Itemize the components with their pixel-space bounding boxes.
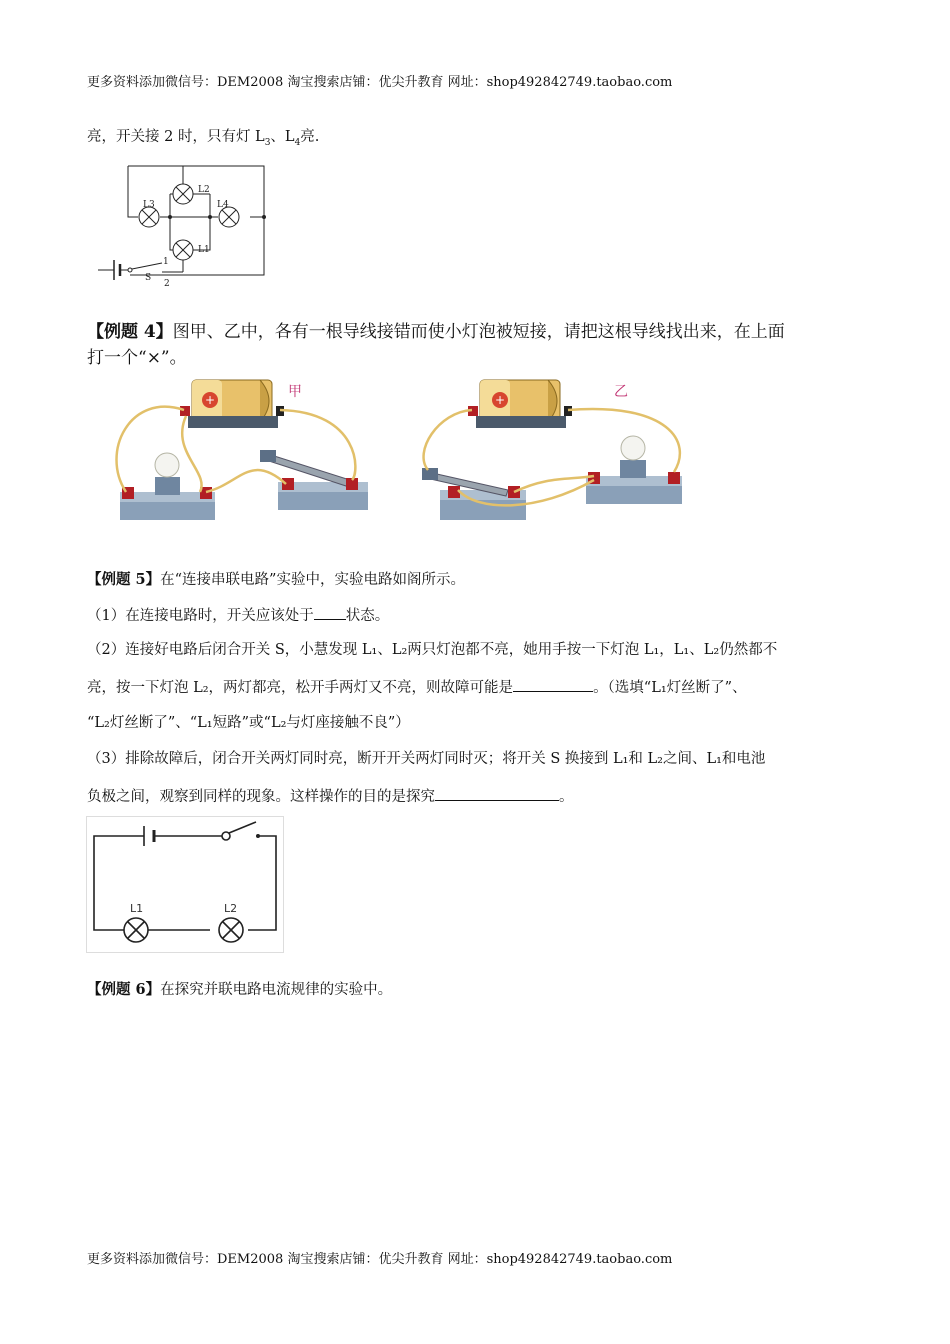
intro-line [87,127,319,153]
q2-answer-blank[interactable] [513,677,593,692]
q2-text-b: 。（选填“L₁灯丝断了”、 [593,680,747,696]
series-label-l1: L1 [130,902,144,915]
example-4-line-1 [87,320,785,344]
example-5-q1 [87,605,389,626]
svg-text:+: + [205,393,216,407]
circuit-figure-1 [90,160,275,290]
intro-sub-4: 4 [294,137,301,148]
q1-text-b: 状态。 [345,608,390,624]
fig1-label-l1: L1 [198,245,210,255]
example-5-intro [87,570,465,590]
fig1-label-l4: L4 [217,200,229,210]
q2-text-a: 亮，按一下灯泡 L₂，两灯都亮，松开手两灯又不亮，则故障可能是 [87,680,514,696]
example-4-line-2: 打一个“×”。 [87,348,187,368]
example-5-q2-line-1: （2）连接好电路后闭合开关 S，小慧发现 L₁、L₂两只灯泡都不亮，她用手按一下灯泡 L₁，L₁、L₂仍然都不 [87,642,778,658]
series-label-l2: L2 [224,902,238,915]
page-header: 更多资料添加微信号：DEM2008 淘宝搜索店铺：优尖升教育 网址：shop492842749.taobao.com [87,75,673,90]
circuit-figure-yi [418,372,698,530]
example-5-q3-line-1: （3）排除故障后，闭合开关两灯同时亮，断开开关两灯同时灭；将开关 S 换接到 L₁和 L₂之间、L₁和电池 [87,751,766,767]
circuit-figure-jia [100,372,380,530]
example-6-text: 在探究并联电路电流规律的实验中。 [160,982,393,998]
example-5-q3-line-2 [87,786,574,807]
example-5-tag: 【例题 5】 [87,571,161,588]
series-circuit-figure [86,816,286,954]
example-4-text-1: 图甲、乙中，各有一根导线接错而使小灯泡被短接，请把这根导线找出来，在上面 [172,322,785,342]
svg-text:+: + [495,393,506,407]
fig1-label-l3: L3 [143,200,155,210]
intro-sub-3: 3 [264,137,271,148]
example-4-tag: 【例题 4】 [87,322,173,342]
q1-answer-blank[interactable] [314,605,346,620]
q3-text-a: 负极之间，观察到同样的现象。这样操作的目的是探究 [87,789,435,805]
fig1-label-2: 2 [164,279,170,289]
q1-text-a: （1）在连接电路时，开关应该处于 [87,608,314,624]
example-5-q2-line-3: “L₂灯丝断了”、“L₁短路”或“L₂与灯座接触不良”） [87,715,410,731]
fig1-label-l2: L2 [198,185,210,195]
intro-mid: 、L [270,129,295,145]
label-jia: 甲 [288,384,302,400]
intro-end: 亮. [300,129,320,145]
example-6 [87,980,392,1000]
example-6-tag: 【例题 6】 [87,981,161,998]
example-5-intro-text: 在“连接串联电路”实验中，实验电路如阁所示。 [160,572,465,588]
page-footer: 更多资料添加微信号：DEM2008 淘宝搜索店铺：优尖升教育 网址：shop492842749.taobao.com [87,1252,673,1267]
q3-text-b: 。 [559,789,574,805]
example-5-q2-line-2 [87,677,747,698]
fig1-label-1: 1 [163,257,169,267]
label-yi: 乙 [614,384,628,400]
q3-answer-blank[interactable] [435,786,559,801]
fig1-label-s: S [145,273,152,283]
intro-prefix: 亮，开关接 2 时，只有灯 L [87,129,265,145]
